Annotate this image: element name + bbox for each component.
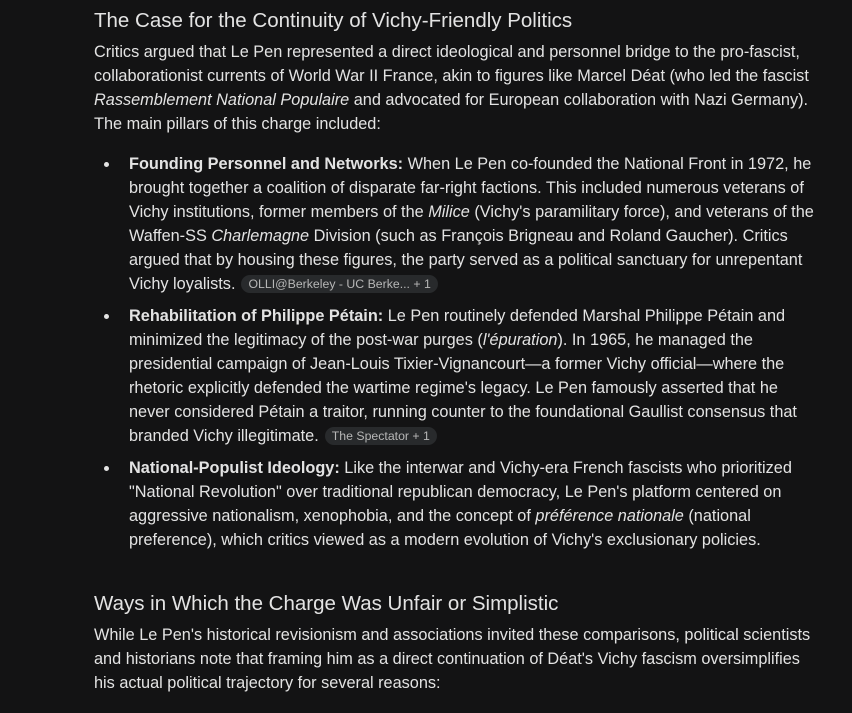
section-heading: Ways in Which the Charge Was Unfair or Simplistic	[94, 592, 559, 615]
list-item-text: When Le Pen co-founded the National Front in 1972, he brought together a coalition of disparate far-right factions. This included numerous veterans of Vichy institutions, former members of the	[129, 155, 812, 221]
list-item-text: Division (such as François Brigneau and Roland Gaucher). Critics argued that by housing these figures, the party served as a political sanctuary for unrepentant Vichy loyalists.	[129, 227, 803, 293]
intro-text: Critics argued that Le Pen represented a direct ideological and personnel bridge to the pro-fascist, collaborationist currents of World War II France, akin to figures like Marcel Déat (who led the fascist	[94, 43, 809, 85]
list-item-text: ). In 1965, he managed the presidential campaign of Jean-Louis Tixier-Vignancourt—a former Vichy official—where the rhetoric explicitly defended the wartime regime's legacy. Le Pen famously asserted that he never considered Pétain a traitor, running counter to the foundational Gaullist consensus that branded Vichy illegitimate.	[129, 331, 797, 445]
list-item-italic-text: l'épuration	[482, 331, 558, 349]
intro-text: and advocated for European collaboration with Nazi Germany). The main pillars of this charge included:	[94, 91, 809, 133]
list-item-text: Le Pen routinely defended Marshal Philippe Pétain and minimized the legitimacy of the post-war purges (	[129, 307, 786, 349]
list-item-title: Rehabilitation of Philippe Pétain:	[129, 307, 384, 325]
list-item-text: Like the interwar and Vichy-era French fascists who prioritized "National Revolution" over traditional republican democracy, Le Pen's platform centered on aggressive nationalism, xenophobia, and the concept of	[129, 459, 792, 525]
list-item-italic-text: Charlemagne	[211, 227, 310, 245]
list-item-text: (national preference), which critics viewed as a modern evolution of Vichy's exclusionary policies.	[129, 507, 761, 549]
list-item	[94, 152, 814, 296]
source-chip[interactable]: OLLI@Berkeley - UC Berke... + 1	[241, 275, 437, 293]
source-chip[interactable]: The Spectator + 1	[325, 427, 437, 445]
list-item-title: Founding Personnel and Networks:	[129, 155, 404, 173]
list-item-italic-text: préférence nationale	[535, 507, 684, 525]
list-item	[94, 304, 814, 448]
list-item-italic-text: Milice	[428, 203, 470, 221]
list-item	[94, 456, 814, 552]
intro-italic-text: Rassemblement National Populaire	[94, 91, 350, 109]
list-item-text: (Vichy's paramilitary force), and veterans of the Waffen-SS	[129, 203, 814, 245]
bullet-list	[94, 152, 814, 552]
section-heading: The Case for the Continuity of Vichy-Friendly Politics	[94, 9, 573, 32]
list-item-title: National-Populist Ideology:	[129, 459, 340, 477]
response-content	[94, 0, 814, 695]
section-intro-paragraph	[94, 40, 814, 136]
section-intro-paragraph: While Le Pen's historical revisionism and associations invited these comparisons, political scientists and historians note that framing him as a direct continuation of Déat's Vichy fascism oversimplifies his actual political trajectory for several reasons:	[94, 626, 811, 692]
